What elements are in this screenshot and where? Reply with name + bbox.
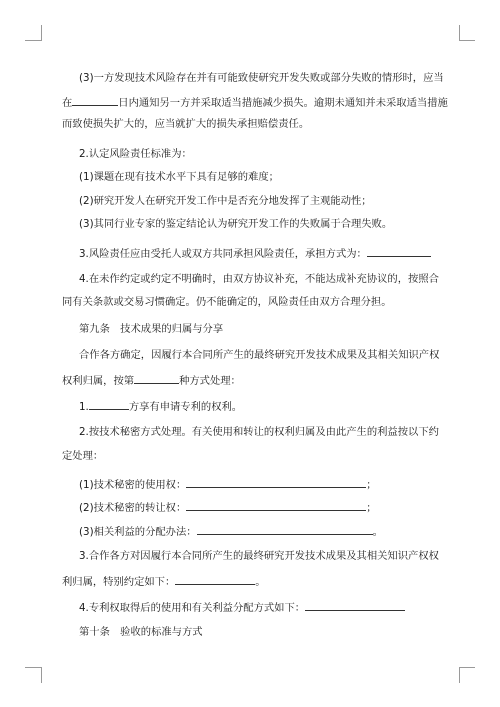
text: (3)其同行业专家的鉴定结论认为研究开发工作的失败属于合理失败。: [79, 218, 393, 230]
fill-blank[interactable]: [305, 600, 405, 611]
text: 4.专利权取得后的使用和有关利益分配方式如下：: [79, 602, 306, 614]
text: (2)技术秘密的转让权：: [79, 502, 187, 514]
paragraph-line: [62, 95, 448, 110]
text: 在: [62, 97, 73, 109]
fill-blank[interactable]: [197, 524, 373, 535]
paragraph-line: [79, 273, 439, 286]
text: ；: [366, 479, 377, 491]
paragraph-line: [79, 218, 424, 231]
fill-blank[interactable]: [367, 246, 431, 257]
paragraph-line: [79, 246, 424, 261]
text: 权利归属，按第: [62, 375, 135, 387]
text: (3)一方发现技术风险存在并有可能致使研究开发失败或部分失败的情形时，应当: [79, 72, 444, 84]
crop-mark-tr-v: [459, 25, 460, 41]
fill-blank[interactable]: [72, 95, 118, 106]
text: 。: [255, 576, 266, 588]
section-heading: [79, 323, 424, 336]
text: 合作各方确定，因履行本合同所产生的最终研究开发技术成果及其相关知识产权: [79, 349, 440, 361]
fill-blank[interactable]: [186, 477, 366, 488]
fill-blank[interactable]: [89, 399, 129, 410]
crop-mark-tl-h: [25, 40, 41, 41]
paragraph-line: [62, 118, 407, 131]
text: (2)研究开发人在研究开发工作中是否充分地发挥了主观能动性；: [79, 195, 372, 207]
fill-blank[interactable]: [186, 500, 366, 511]
fill-blank[interactable]: [134, 373, 179, 384]
text: 2.认定风险责任标准为：: [79, 148, 192, 160]
paragraph-line: [79, 600, 424, 615]
paragraph-line: [79, 500, 424, 515]
paragraph-line: [79, 550, 439, 563]
text: 日内通知另一方并采取适当措施减少损失。逾期未通知并未采取适当措施: [118, 97, 448, 109]
text: 。: [372, 526, 383, 538]
paragraph-line: [79, 195, 424, 208]
text: 第十条 验收的标准与方式: [79, 626, 203, 638]
text: 种方式处理：: [179, 375, 241, 387]
crop-mark-br-h: [459, 667, 475, 668]
paragraph-line: [79, 477, 424, 492]
text: 1.: [79, 401, 89, 413]
text: 利归属，特别约定如下：: [62, 576, 176, 588]
paragraph-line: [62, 296, 407, 309]
section-heading: [79, 626, 424, 639]
paragraph-line: [62, 574, 407, 589]
text: 方享有申请专利的权利。: [128, 401, 243, 413]
text: ；: [366, 502, 377, 514]
crop-mark-bl-h: [25, 667, 41, 668]
text: 3.合作各方对因履行本合同所产生的最终研究开发技术成果及其相关知识产权权: [79, 550, 439, 562]
text: 而致使损失扩大的，应当就扩大的损失承担赔偿责任。: [62, 118, 310, 130]
crop-mark-br-v: [459, 667, 460, 683]
fill-blank[interactable]: [175, 574, 255, 585]
text: 同有关条款或交易习惯确定。仍不能确定的，风险责任由双方合理分担。: [62, 296, 392, 308]
paragraph-line: [79, 349, 440, 362]
text: 3.风险责任应由受托人或双方共同承担风险责任，承担方式为：: [79, 248, 367, 260]
paragraph-line: [79, 171, 424, 184]
text: 2.按技术秘密方式处理。有关使用和转让的权利归属及由此产生的利益按以下约: [79, 426, 439, 438]
text: (1)技术秘密的使用权：: [79, 479, 187, 491]
text: (3)相关利益的分配办法：: [79, 526, 197, 538]
text: 定处理：: [62, 450, 104, 462]
paragraph-line: [79, 148, 424, 161]
paragraph-line: [79, 524, 424, 539]
crop-mark-bl-v: [41, 667, 42, 683]
text: 第九条 技术成果的归属与分享: [79, 323, 224, 335]
paragraph-line: [79, 72, 444, 85]
paragraph-line: [62, 373, 407, 388]
text: (1)课题在现有技术水平下具有足够的难度；: [79, 171, 279, 183]
paragraph-line: [79, 399, 424, 414]
crop-mark-tr-h: [459, 40, 475, 41]
crop-mark-tl-v: [41, 25, 42, 41]
text: 4.在未作约定或约定不明确时，由双方协议补充，不能达成补充协议的，按照合: [79, 273, 439, 285]
paragraph-line: [79, 426, 439, 439]
paragraph-line: [62, 450, 407, 463]
